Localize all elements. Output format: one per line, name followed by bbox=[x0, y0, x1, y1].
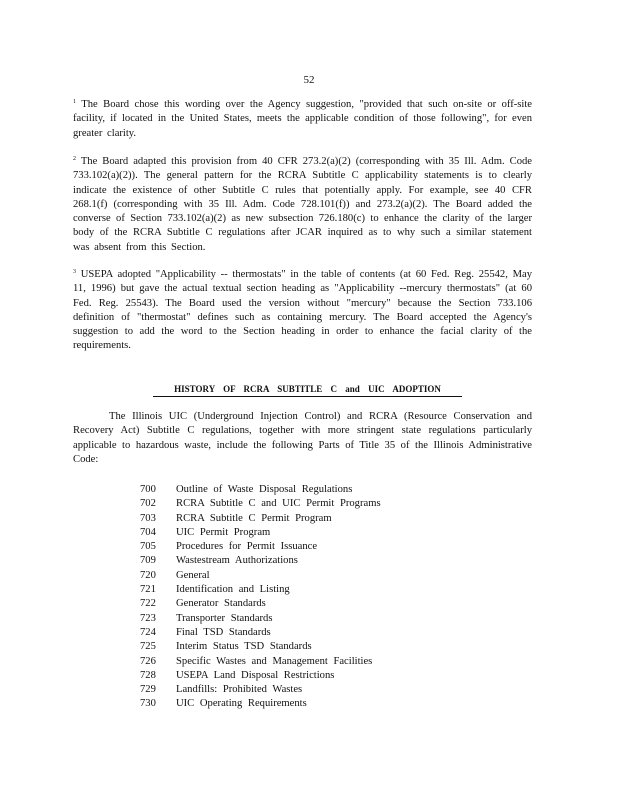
part-number: 722 bbox=[140, 598, 156, 610]
part-title: Specific Wastes and Management Facilities bbox=[176, 655, 373, 667]
part-number: 702 bbox=[140, 498, 156, 510]
list-item bbox=[140, 554, 381, 568]
part-number: 730 bbox=[140, 698, 156, 710]
part-title: Interim Status TSD Standards bbox=[176, 641, 312, 653]
part-number: 721 bbox=[140, 584, 156, 596]
footnote-3 bbox=[73, 268, 532, 354]
part-title: RCRA Subtitle C and UIC Permit Programs bbox=[176, 498, 381, 510]
part-title: Final TSD Standards bbox=[176, 626, 271, 638]
part-number: 724 bbox=[140, 626, 156, 638]
footnote-text: USEPA adopted "Applicability -- thermostats" in the table of contents (at 60 Fed. Reg. 25542, May 11, 1996) but gave the actual textual section heading as "Applicability --mercury thermostats" (at 60 Fed. Reg. 25543). The Board used the version without "mercury" because the Section 733.106 definition of "thermostat" defines such as containing mercury. The Board accepted the Agency's suggestion to add the word to the Section heading in order to enhance the facial clarity of the requirements. bbox=[73, 269, 532, 352]
list-item bbox=[140, 526, 381, 540]
section-heading: HISTORY OF RCRA SUBTITLE C and UIC ADOPTION bbox=[153, 383, 462, 397]
part-title: Transporter Standards bbox=[176, 612, 273, 624]
list-item bbox=[140, 497, 381, 511]
list-item bbox=[140, 683, 381, 697]
footnote-text: The Board adapted this provision from 40 CFR 273.2(a)(2) (corresponding with 35 Ill. Adm. Code 733.102(a)(2)). The general pattern for the RCRA Subtitle C applicability statements is to clearly indicate the existence of other Subtitle C rules that potentially apply. For example, see 40 CFR 268.1(f) (corresponding with 35 Ill. Adm. Code 728.101(f)) and 273.2(a)(2). The Board added the converse of Section 733.102(a)(2) as new subsection 726.180(c) to enhance the clarity of the larger body of the RCRA Subtitle C regulations after JCAR inquired as to why such a similar statement was absent from this Section. bbox=[73, 156, 532, 253]
part-title: RCRA Subtitle C Permit Program bbox=[176, 512, 332, 524]
part-title: Wastestream Authorizations bbox=[176, 555, 298, 567]
footnote-text: The Board chose this wording over the Agency suggestion, "provided that such on-site or off-site facility, if located in the United States, meets the applicable condition of those following", for even greater clarity. bbox=[73, 99, 533, 139]
part-title: UIC Permit Program bbox=[176, 526, 271, 538]
list-item bbox=[140, 597, 381, 611]
list-item bbox=[140, 569, 381, 583]
part-number: 725 bbox=[140, 641, 156, 653]
intro-paragraph: The Illinois UIC (Underground Injection Control) and RCRA (Resource Conservation and Recovery Act) Subtitle C regulations, together with more stringent state regulations particularly applicable to hazardous waste, include the following Parts of Title 35 of the Illinois Administrative Code: bbox=[73, 411, 532, 465]
footnote-2 bbox=[73, 155, 532, 255]
part-number: 700 bbox=[140, 484, 156, 495]
part-title: Identification and Listing bbox=[176, 584, 290, 596]
page-number: 52 bbox=[303, 74, 315, 86]
part-number: 705 bbox=[140, 541, 156, 553]
part-number: 720 bbox=[140, 569, 156, 581]
part-title: Outline of Waste Disposal Regulations bbox=[176, 484, 353, 495]
list-item bbox=[140, 540, 381, 554]
list-item bbox=[140, 483, 381, 497]
footnote-marker: 3 bbox=[73, 269, 76, 275]
list-item bbox=[140, 626, 381, 640]
part-title: Generator Standards bbox=[176, 598, 266, 610]
parts-list bbox=[140, 483, 381, 712]
list-item bbox=[140, 512, 381, 526]
part-title: UIC Operating Requirements bbox=[176, 698, 307, 710]
part-number: 728 bbox=[140, 669, 156, 681]
part-number: 709 bbox=[140, 555, 156, 567]
list-item bbox=[140, 640, 381, 654]
footnote-1 bbox=[73, 98, 532, 141]
part-title: General bbox=[176, 569, 210, 581]
part-title: Procedures for Permit Issuance bbox=[176, 541, 318, 553]
list-item bbox=[140, 612, 381, 626]
part-number: 729 bbox=[140, 684, 156, 696]
part-title: USEPA Land Disposal Restrictions bbox=[176, 669, 335, 681]
part-title: Landfills: Prohibited Wastes bbox=[176, 684, 303, 696]
list-item bbox=[140, 697, 381, 711]
part-number: 703 bbox=[140, 512, 156, 524]
list-item bbox=[140, 583, 381, 597]
list-item bbox=[140, 655, 381, 669]
footnote-marker: 2 bbox=[73, 156, 76, 162]
footnote-marker: 1 bbox=[73, 99, 76, 105]
part-number: 726 bbox=[140, 655, 156, 667]
part-number: 723 bbox=[140, 612, 156, 624]
list-item bbox=[140, 669, 381, 683]
part-number: 704 bbox=[140, 526, 156, 538]
